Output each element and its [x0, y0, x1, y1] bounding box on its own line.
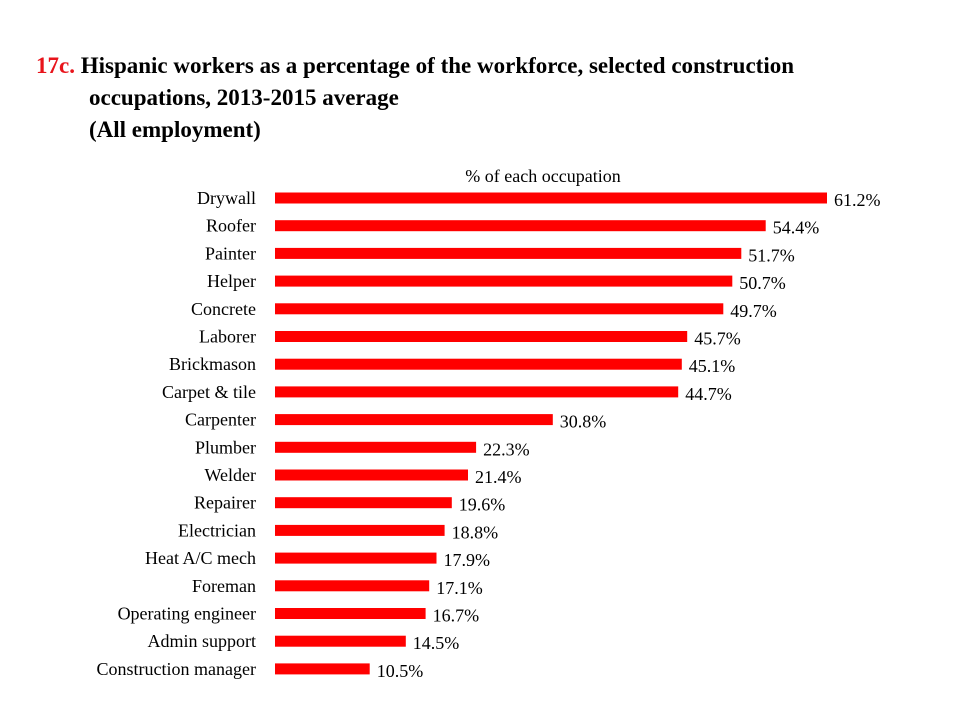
- bar-15: [275, 608, 426, 619]
- category-label-0: Drywall: [197, 188, 256, 208]
- category-label-6: Brickmason: [169, 354, 256, 375]
- value-label-12: 18.8%: [451, 522, 499, 543]
- category-label-17: Construction manager: [96, 658, 256, 679]
- category-label-12: Electrician: [178, 520, 256, 541]
- category-label-5: Laborer: [199, 326, 256, 347]
- bar-11: [275, 497, 452, 508]
- bar-16: [275, 636, 406, 647]
- bar-3: [275, 276, 732, 287]
- category-label-9: Plumber: [195, 437, 256, 458]
- value-label-14: 17.1%: [436, 577, 483, 598]
- bars-group: [275, 193, 827, 675]
- category-label-7: Carpet & tile: [162, 381, 256, 402]
- value-labels-group: [377, 190, 881, 681]
- category-label-2: Painter: [205, 243, 256, 264]
- value-label-17: 10.5%: [376, 660, 424, 681]
- bar-14: [275, 580, 429, 591]
- category-label-14: Foreman: [192, 575, 256, 596]
- value-label-4: 49.7%: [730, 300, 777, 321]
- value-label-1: 54.4%: [772, 217, 820, 238]
- value-label-6: 45.1%: [688, 356, 736, 377]
- value-label-5: 45.7%: [694, 328, 741, 349]
- category-label-15: Operating engineer: [117, 603, 256, 624]
- bar-13: [275, 553, 437, 564]
- category-label-1: Roofer: [206, 215, 256, 236]
- value-label-10: 21.4%: [475, 467, 522, 487]
- category-label-3: Helper: [207, 271, 256, 292]
- chart-number: 17c.: [36, 53, 75, 78]
- category-labels-group: [97, 188, 256, 679]
- bar-10: [275, 470, 468, 481]
- category-label-16: Admin support: [147, 631, 256, 652]
- category-label-8: Carpenter: [185, 409, 256, 430]
- value-label-15: 16.7%: [432, 605, 480, 626]
- chart-title-line-2: occupations, 2013-2015 average: [89, 85, 399, 110]
- bar-7: [275, 386, 678, 397]
- chart-subtitle: (All employment): [89, 117, 261, 142]
- value-label-7: 44.7%: [685, 383, 732, 404]
- value-label-3: 50.7%: [739, 273, 786, 294]
- bar-8: [275, 414, 553, 425]
- value-label-16: 14.5%: [412, 633, 460, 654]
- value-label-8: 30.8%: [559, 411, 607, 432]
- value-label-13: 17.9%: [443, 550, 490, 571]
- bar-17: [275, 663, 370, 674]
- category-label-10: Welder: [204, 465, 256, 485]
- value-label-11: 19.6%: [458, 494, 506, 515]
- bar-0: [275, 193, 827, 204]
- category-label-13: Heat A/C mech: [145, 548, 256, 569]
- category-label-4: Concrete: [191, 298, 256, 319]
- bar-12: [275, 525, 445, 536]
- value-label-2: 51.7%: [748, 245, 795, 266]
- bar-9: [275, 442, 476, 453]
- bar-5: [275, 331, 687, 342]
- bar-1: [275, 220, 766, 231]
- chart-title-text-1: Hispanic workers as a percentage of the workforce, selected construction: [80, 53, 795, 78]
- bar-2: [275, 248, 741, 259]
- value-label-0: 61.2%: [834, 190, 881, 210]
- x-axis-label: % of each occupation: [465, 166, 621, 186]
- category-label-11: Repairer: [194, 492, 256, 513]
- value-label-9: 22.3%: [483, 439, 530, 460]
- bar-4: [275, 303, 723, 314]
- bar-6: [275, 359, 682, 370]
